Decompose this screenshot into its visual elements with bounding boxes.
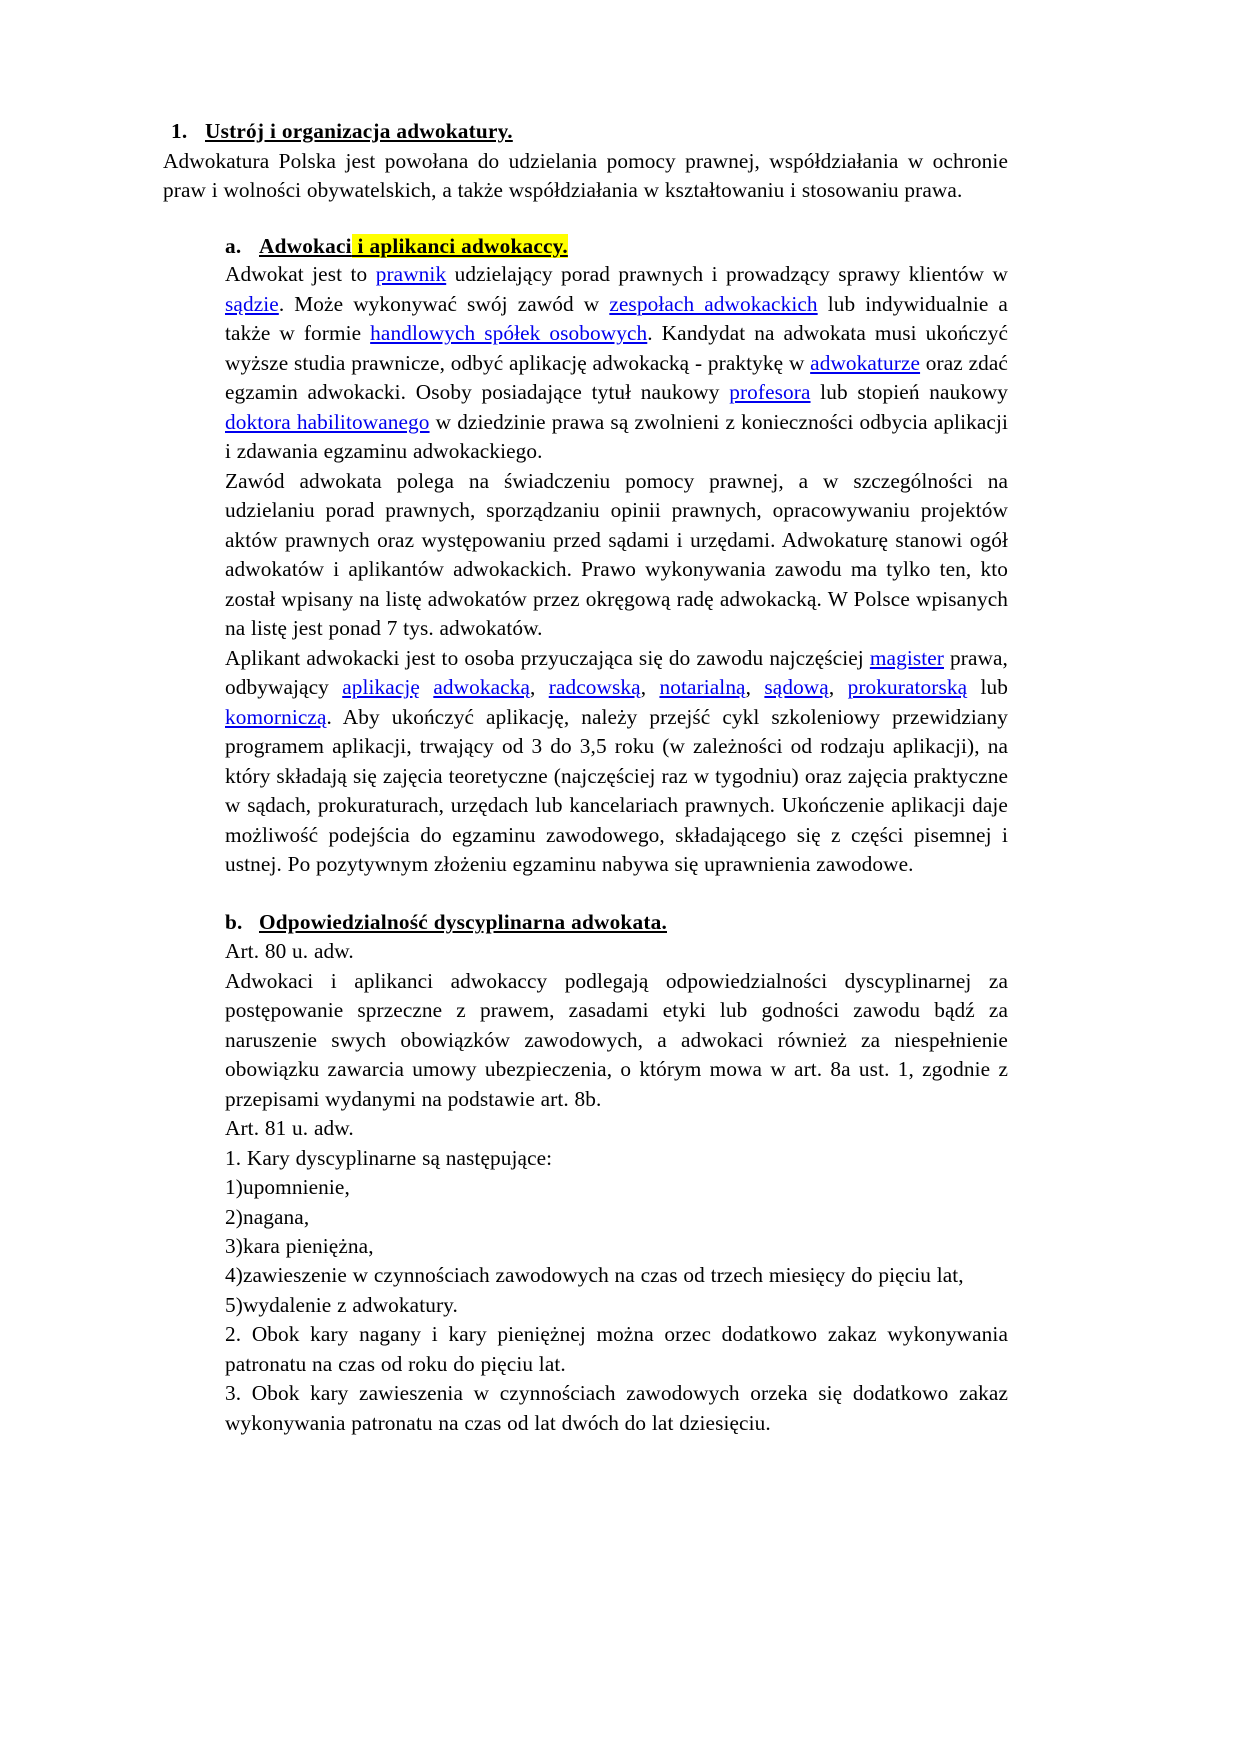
point-1-intro: 1. Kary dyscyplinarne są następujące: — [225, 1145, 553, 1170]
link-sadowa[interactable]: sądową — [764, 675, 829, 700]
link-notarialna[interactable]: notarialną — [659, 675, 746, 700]
text-run: , — [640, 675, 660, 700]
subsection-a-title-highlighted: i aplikanci adwokaccy. — [351, 233, 568, 258]
penalty-item-2: 2)nagana, — [225, 1204, 310, 1229]
link-aplikacje[interactable]: aplikację — [342, 675, 420, 700]
spacer — [163, 879, 1008, 909]
section-1-intro-paragraph: Adwokatura Polska jest powołana do udzielania pomocy prawnej, współdziałania w ochronie praw i wolności obywatelskich, a także współdziałania w kształtowaniu i stosowaniu prawa. — [163, 148, 1008, 203]
subsection-a-paragraph-3 — [225, 644, 1008, 880]
text-run: . Może wykonywać swój zawód w — [278, 291, 610, 316]
text-run: udzielający porad prawnych i prowadzący sprawy klientów w — [446, 262, 1008, 287]
text-run — [420, 675, 433, 699]
text-run: , — [530, 675, 549, 700]
text-run: prawa, odbywający — [225, 645, 1008, 700]
text-run: lub — [967, 675, 1009, 700]
text-run: Aplikant adwokacki jest to osoba przyuczająca się do zawodu najczęściej — [225, 645, 870, 670]
point-2-text: 2. Obok kary nagany i kary pieniężnej można orzec dodatkowo zakaz wykonywania patronatu na czas od roku do pięciu lat. — [225, 1322, 1008, 1376]
link-sadzie[interactable]: sądzie — [225, 291, 279, 316]
subsection-b-number: b. — [225, 910, 243, 935]
subsection-b-title: Odpowiedzialność dyscyplinarna adwokata. — [259, 910, 667, 935]
link-magister[interactable]: magister — [869, 645, 944, 670]
penalty-item-1: 1)upomnienie, — [225, 1175, 350, 1200]
subsection-b-block — [225, 909, 1008, 1438]
text-run: . Kandydat na adwokata musi ukończyć wyższe studia prawnicze, odbyć aplikację adwokacką - praktykę w — [225, 321, 1009, 375]
text-run: oraz zdać egzamin adwokacki. Osoby posiadające tytuł naukowy — [225, 350, 1008, 405]
section-1-heading — [163, 118, 1008, 146]
art-80-label: Art. 80 u. adw. — [225, 939, 354, 964]
text-run: . Aby ukończyć aplikację, należy przejść cykl szkoleniowy przewidziany programem aplikacji, trwający od 3 do 3,5 roku (w zależności od rodzaju aplikacji), na który składają się zajęcia teoretyczne (najczęściej raz w tygodniu) oraz zajęcia praktyczne w sądach, prokuraturach, urzędach lub kancelariach prawnych. Ukończenie aplikacji daje możliwość podejścia do egzaminu zawodowego, składającego się z części pisemnej i ustnej. Po pozytywnym złożeniu egzaminu nabywa się uprawnienia zawodowe. — [225, 704, 1008, 876]
link-adwokaturze[interactable]: adwokaturze — [810, 350, 921, 375]
subsection-a-heading — [225, 233, 1008, 261]
text-run: Adwokat jest to — [225, 262, 376, 287]
text-run: , — [828, 675, 848, 700]
subsection-b-heading — [225, 909, 1008, 937]
spacer — [163, 206, 1008, 233]
link-radcowska[interactable]: radcowską — [548, 675, 641, 700]
text-run: lub indywidualnie a także w formie — [225, 291, 1008, 346]
link-prokuratorska[interactable]: prokuratorską — [847, 675, 968, 700]
subsection-a-paragraph-2: Zawód adwokata polega na świadczeniu pomocy prawnej, a w szczególności na udzielaniu porad prawnych, sporządzaniu opinii prawnych, opracowywaniu projektów aktów prawnych oraz występowaniu przed sądami i urzędami. Adwokaturę stanowi ogół adwokatów i aplikantów adwokackich. Prawo wykonywania zawodu ma tylko ten, kto został wpisany na listę adwokatów przez okręgową radę adwokacką. W Polsce wpisanych na listę jest ponad 7 tys. adwokatów. — [225, 468, 1008, 641]
document-body — [163, 118, 1008, 1438]
link-zespolach-adwokackich[interactable]: zespołach adwokackich — [609, 291, 818, 316]
link-prawnik[interactable]: prawnik — [375, 262, 447, 287]
text-run: , — [745, 675, 765, 700]
art-80-text: Adwokaci i aplikanci adwokaccy podlegają odpowiedzialności dyscyplinarnej za postępowanie sprzeczne z prawem, zasadami etyki lub godności zawodu bądź za naruszenie swych obowiązków zawodowych, a adwokaci również za niespełnienie obowiązku zawarcia umowy ubezpieczenia, o którym mowa w art. 8a ust. 1, zgodnie z przepisami wydanymi na podstawie art. 8b. — [225, 968, 1008, 1111]
penalty-item-4: 4)zawieszenie w czynnościach zawodowych na czas od trzech miesięcy do pięciu lat, — [225, 1263, 964, 1288]
point-3-text: 3. Obok kary zawieszenia w czynnościach zawodowych orzeka się dodatkowo zakaz wykonywania patronatu na czas od lat dwóch do lat dziesięciu. — [225, 1381, 1008, 1435]
link-profesora[interactable]: profesora — [729, 380, 811, 405]
penalty-item-3: 3)kara pieniężna, — [225, 1234, 374, 1258]
subsection-a-paragraph-1 — [225, 260, 1008, 466]
subsection-a-title-plain: Adwokaci — [259, 233, 352, 258]
link-adwokacka[interactable]: adwokacką — [433, 675, 530, 700]
subsection-a-number: a. — [225, 233, 242, 258]
text-run: lub stopień naukowy — [810, 380, 1008, 405]
link-doktora-habilitowanego[interactable]: doktora habilitowanego — [225, 409, 430, 434]
art-81-label: Art. 81 u. adw. — [225, 1116, 354, 1141]
subsection-a-block — [225, 233, 1008, 880]
text-run: w dziedzinie prawa są zwolnieni z konieczności odbycia aplikacji i zdawania egzaminu adwokackiego. — [225, 409, 1008, 464]
link-handlowych-spolek-osobowych[interactable]: handlowych spółek osobowych — [370, 321, 648, 346]
link-komornicza[interactable]: komorniczą — [225, 704, 327, 729]
penalty-item-5: 5)wydalenie z adwokatury. — [225, 1292, 458, 1317]
section-1-number: 1. — [171, 119, 188, 143]
section-1-title: Ustrój i organizacja adwokatury. — [205, 119, 513, 143]
